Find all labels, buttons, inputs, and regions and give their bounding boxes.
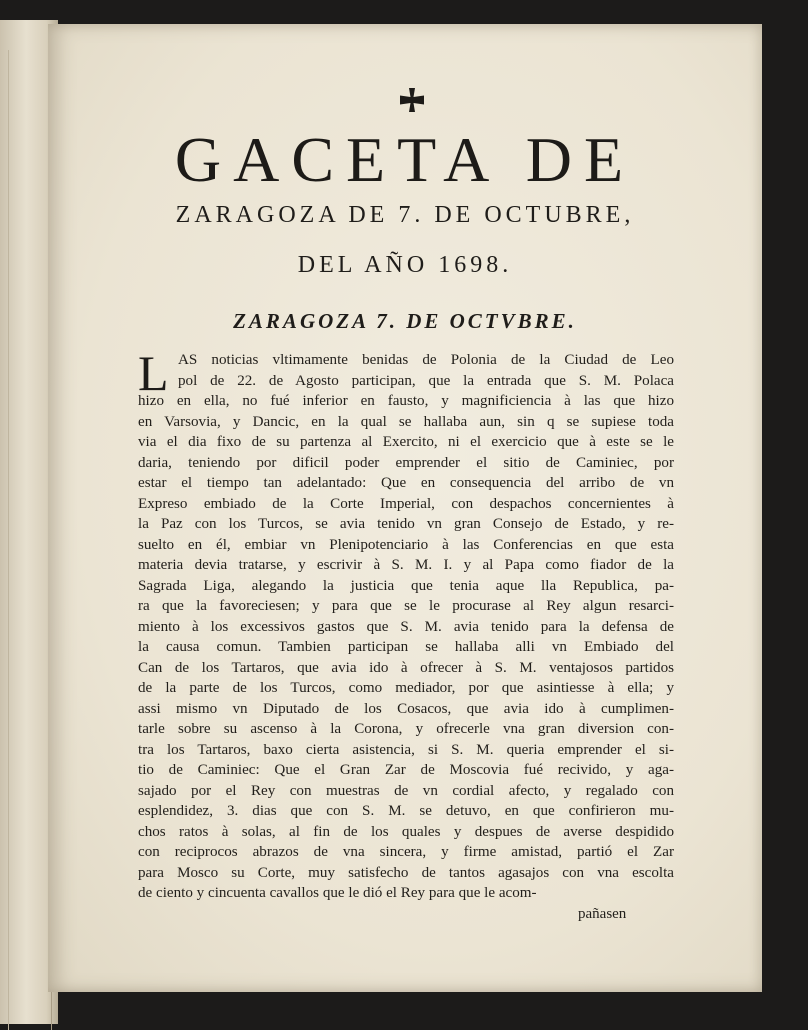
- article-line: chos ratos à solas, al fin de los quales y despues de averse despidido: [138, 823, 674, 840]
- article-line: pol de 22. de Agosto participan, que la entrada que S. M. Polaca: [178, 372, 674, 389]
- article-line: esplendidez, 3. dias que con S. M. se detuvo, en que confirieron mu-: [138, 803, 674, 819]
- article-line: daria, teniendo por dificil poder emprender el sitio de Caminiec, por: [138, 454, 674, 471]
- article-line: suelto en él, embiar vn Plenipotenciario à las Conferencias en que esta: [138, 536, 674, 553]
- article-line: hizo en ella, no fué inferior en fausto, y magnificiencia à las que hizo: [138, 393, 674, 409]
- article-line: materia devia tratarse, y escrivir à S. M. I. y al Papa como fiador de la: [138, 557, 674, 573]
- article-line: sajado por el Rey con muestras de vn cordial afecto, y regalado con: [138, 782, 674, 799]
- article-line: tio de Caminiec: Que el Gran Zar de Moscovia fué recivido, y aga-: [138, 762, 674, 778]
- article-line: estar el tiempo tan adelantado: Que en consequencia del arribo de vn: [138, 475, 674, 491]
- cross-patee-icon: [398, 86, 426, 114]
- article-line: la causa comun. Tambien participan se hallaba alli vn Embiado del: [138, 639, 674, 655]
- masthead-year: DEL AÑO 1698.: [297, 252, 513, 278]
- article-line: para Mosco su Corte, muy satisfecho de tantos agasajos con vna escolta: [138, 864, 674, 881]
- article-line: Can de los Tartaros, que avia ido à ofrecer à S. M. ventajosos partidos: [138, 659, 674, 676]
- masthead-title: GACETA DE: [174, 124, 636, 195]
- article-dateline: ZARAGOZA 7. DE OCTVBRE.: [233, 309, 577, 333]
- masthead-city-date: ZARAGOZA DE 7. DE OCTUBRE,: [175, 202, 635, 228]
- drop-cap: L: [138, 345, 169, 401]
- article-line: con reciprocos abrazos de vna sincera, y firme amistad, partió el Zar: [138, 844, 674, 860]
- article-line: de ciento y cincuenta cavallos que le dió el Rey para que le acom-: [138, 885, 537, 901]
- catchword: pañasen: [578, 906, 627, 922]
- article-line: la Paz con los Turcos, se avia tenido vn gran Consejo de Estado, y re-: [138, 516, 674, 532]
- article-line: tarle sobre su ascenso à la Corona, y ofrecerle vna gran diversion con-: [138, 721, 674, 737]
- article-line: miento à los excessivos gastos que S. M. avia tenido para la defensa de: [138, 618, 674, 635]
- article-line: AS noticias vltimamente benidas de Polonia de la Ciudad de Leo: [178, 352, 674, 368]
- article-line: tra los Tartaros, baxo cierta asistencia, si S. M. queria emprender el si-: [138, 741, 674, 758]
- article-line: via el dia fixo de su partenza al Exercito, ni el exercicio que à este se le: [138, 434, 674, 450]
- article-line: de la parte de los Turcos, como mediador, por que asintiesse à ella; y: [138, 680, 674, 696]
- article-body: [138, 345, 674, 904]
- previous-page-edge: [8, 50, 52, 1030]
- article-line: Expreso embiado de la Corte Imperial, con despachos concernientes à: [138, 495, 674, 512]
- article-line: ra que la favoreciesen; y para que se le procurase al Rey algun resarci-: [138, 598, 674, 614]
- article-line: en Varsovia, y Dancic, en la qual se hallaba aun, sin q se supiese toda: [138, 413, 674, 430]
- article-line: Sagrada Liga, alegando la justicia que tenia aque lla Republica, pa-: [138, 577, 674, 594]
- article-line: assi mismo vn Diputado de los Cosacos, que avia ido à cumplimen-: [138, 700, 674, 717]
